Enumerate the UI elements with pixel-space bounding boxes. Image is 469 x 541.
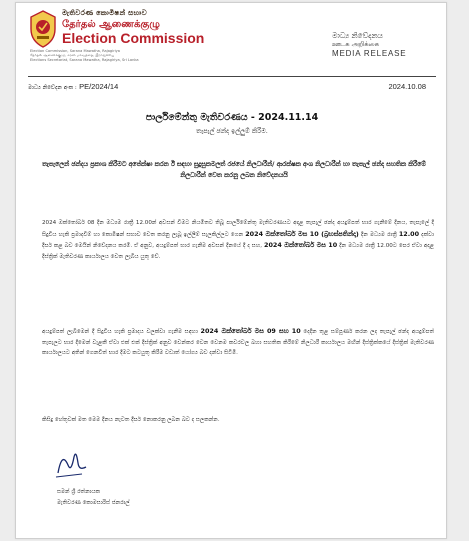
election-commission-emblem-icon <box>28 9 58 49</box>
media-release-sinhala: මාධ්‍ය නිවේදනය <box>332 31 383 40</box>
signatory-name: සමන් ශ්‍රී රත්නායක <box>57 489 101 495</box>
reference-line <box>28 82 436 92</box>
letterhead-address <box>30 49 230 62</box>
paragraph-1 <box>42 218 434 262</box>
release-date: 2024.10.08 <box>388 82 426 91</box>
paragraph-text: දින මධ්‍යම රාත්‍රී 12.00ට පෙර ඒවා අදාළ දිස්ත්‍රික් මැතිවරණ කාර්යාලය වෙත ලැබිය යුතු වේ. <box>42 243 435 260</box>
signature-icon <box>52 443 92 483</box>
paragraph-text: අයදුම්පත් ලැබීමෙන් දී සිදුවිය හැකි ප්‍රමාදය වලක්වා ගැනීම සඳහා <box>42 329 198 335</box>
media-release-tamil: ஊடக அறிக்கை <box>332 40 379 48</box>
address-line: Elections Secretariat, Sarana Mawatha, Rajagiriya, Sri Lanka <box>30 57 139 62</box>
paragraph-text: දින මධ්‍යම රාත්‍රී <box>360 231 397 238</box>
highlight-date: 2024 ඔක්තෝබර් මස 10 <box>264 241 338 250</box>
paragraph-text: 2024 ඔක්තෝබර් 08 දින මධ්‍යම රාත්‍රී 12.00න් අවසන් වීමට නියමිතව තිබූ පාර්ලිමේන්තු මැතිවරණයට අදාළ තැපැල් ඡන්ද අයදුම්පත් භාර ගැනීමේ දිනය, තැපැලේ දී සිදුවිය හැකි ප්‍රමාදවීම් හා කොමිෂන් සභාව වෙත කරනු ලැබූ ඉල්ලීම් සැලකිල්ලට ගෙන <box>42 220 434 238</box>
paragraph-3: කිසිදු හේතුවක් මත මෙම දිනය නැවත දීර්ඝ නොකරනු ලබන බව ද සලකන්න. <box>42 417 220 423</box>
signatory-title: මැතිවරණ කොමසාරිස් ජනරාල් <box>57 500 130 506</box>
media-release-label <box>332 31 422 58</box>
address-line: தேர்தல் ஆணைக்குழு, சரண மாவத்தை, இராஜகிரிய <box>30 53 115 58</box>
highlight-date: 2024 ඔක්තෝබර් මස 10 (බ්‍රහස්පතින්දා) <box>245 229 359 238</box>
document-subtitle: තැපැල් ඡන්ද ඉල්ලුම් කිරීම. <box>196 127 268 135</box>
paragraph-text: දෙදින තුළ සම්පූර්ණ කරන ලද තැපැල් ඡන්ද අයදුම්පත් තැපැලට භාර දීමෙන් වැළකී ඒවා එක් එක් දිස්ත්‍රික් අනුව වෙන්කර වෙන වෙනම කවරවල බහා සහතික කිරීමේ නිලධාරී කාර්යාලය මඟින් දිස්ත්‍රික්කයේ දිස්ත්‍රික් මැතිවරණ කාර්යාලයට අතින් ගෙනවිත් භාර දීමට කටයුතු කිරීම වඩාත් යෝග්‍ය බව දන්වා සිටිමි. <box>42 329 435 357</box>
address-line: Election Commission, Sarana Mawatha, Rajagiriya <box>30 49 121 53</box>
document-subject: තැපැලෙන් ඡන්දය ප්‍රකාශ කිරීමට අපේක්ෂා කරන ඊ සඳහා සුදුසුකමලත් රජයේ නිලධාරීන්/ ආරක්ෂක අංශ නිලධාරීන් හා තැපැල් ඡන්ද සහතික කිරීමේ නිලධාරීන් වෙත කරනු ලබන නිවේදනයයි <box>42 161 426 179</box>
reference-label: මාධ්‍ය නිවේදන අංක : <box>28 85 77 91</box>
letterhead <box>16 3 448 73</box>
media-release-english: MEDIA RELEASE <box>332 49 407 58</box>
org-name-english: Election Commission <box>62 30 205 46</box>
org-name-tamil: தேர்தல் ஆணைக்குழு <box>62 19 160 30</box>
paragraph-text: දක්වා දීර්ඝ කළ බව මෙයින් නිවේදනය කරමි. ඒ අනුව, අයදුම්පත් භාර ගැනීම අවසන් දිනයේ දී ද සහ, <box>42 231 435 250</box>
document-page <box>15 2 447 539</box>
org-name-sinhala: මැතිවරණ කොමිෂන් සභාව <box>62 9 147 17</box>
paragraph-2 <box>42 326 434 359</box>
highlight-time: 12.00 <box>398 229 420 238</box>
reference-number: PE/2024/14 <box>79 82 119 91</box>
header-divider <box>28 76 436 77</box>
highlight-date: 2024 ඔක්තෝබර් මස 09 සහ 10 <box>200 327 301 335</box>
document-title: පාර්ලිමේන්තු මැතිවරණය - 2024.11.14 <box>145 112 319 123</box>
